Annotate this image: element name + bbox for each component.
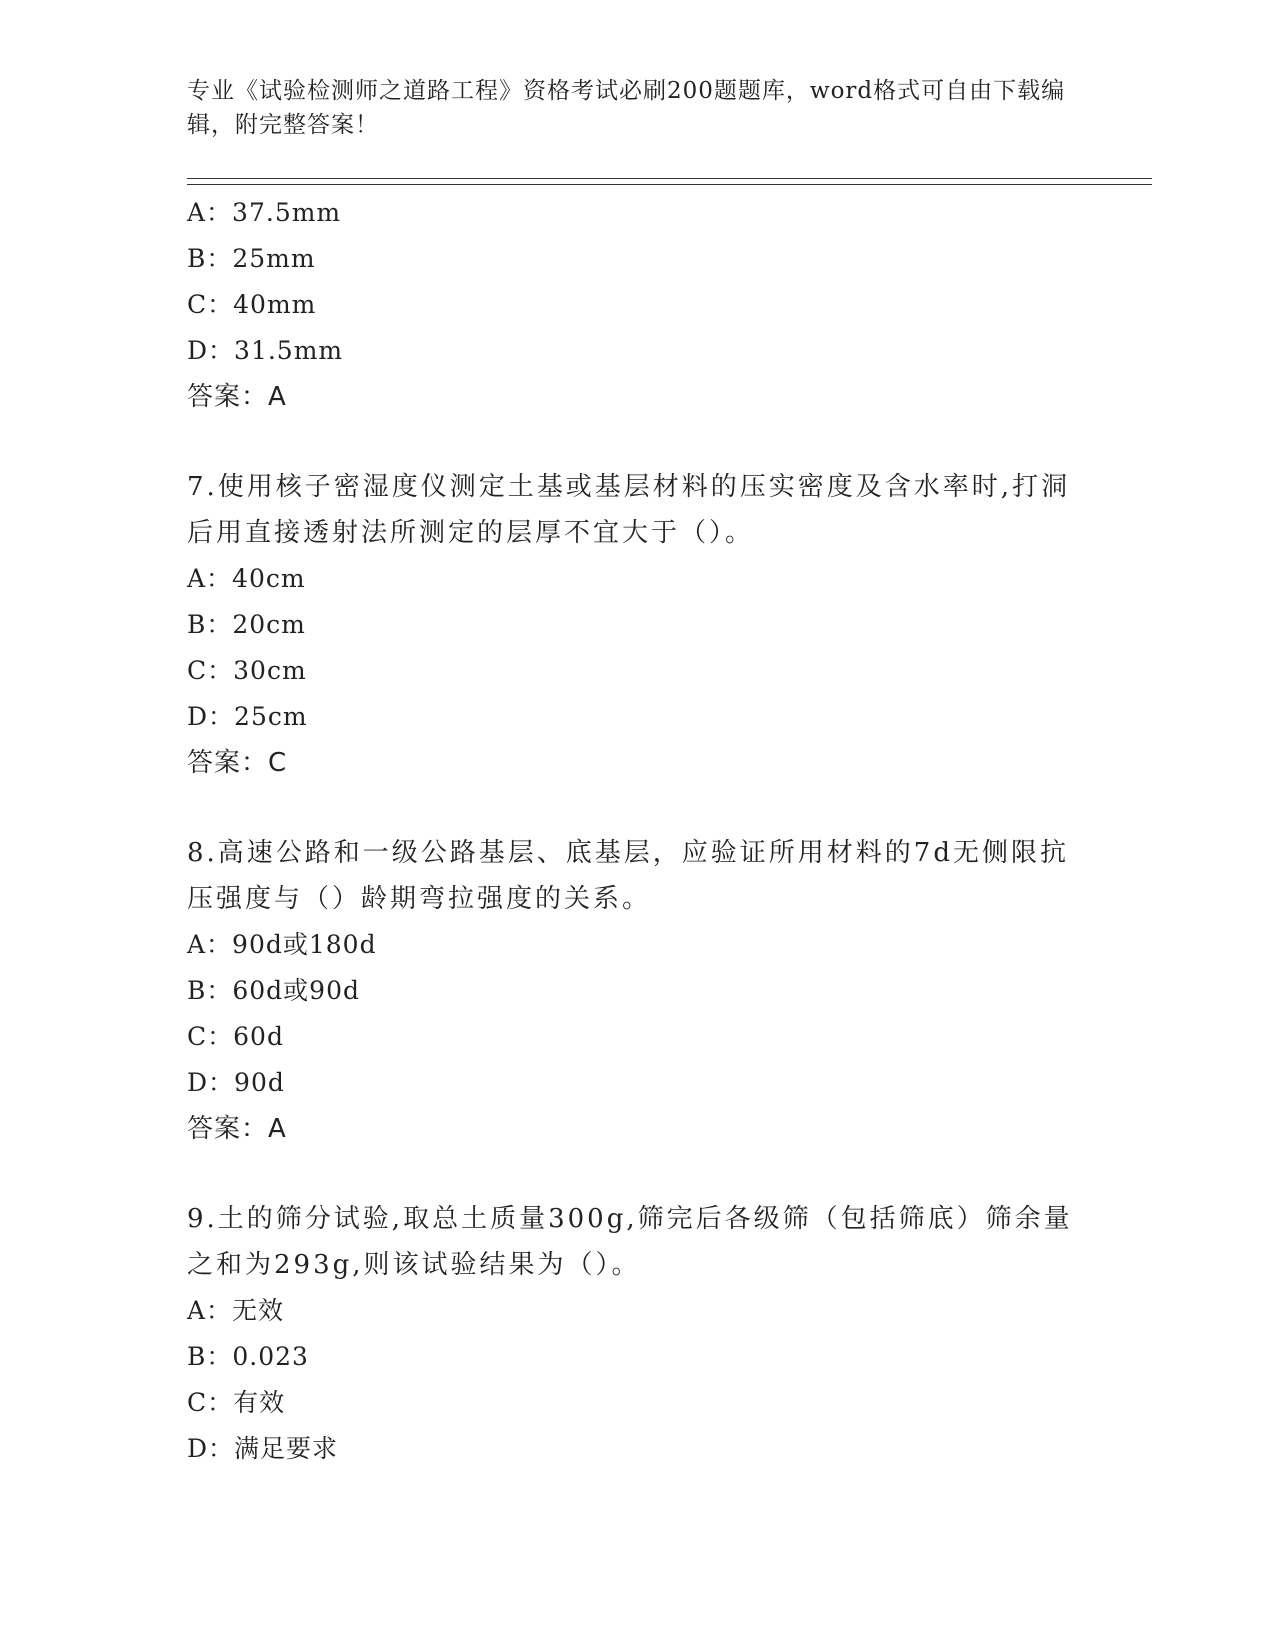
question-8 — [187, 830, 1087, 1152]
question-stem: 9.土的筛分试验,取总土质量300g,筛完后各级筛（包括筛底）筛余量之和为293g,则该试验结果为（）。 — [187, 1204, 1073, 1280]
question-fragment — [187, 190, 1087, 420]
option-d: D：满足要求 — [187, 1434, 339, 1463]
option-a: A：37.5mm — [187, 198, 342, 227]
question-stem: 8.高速公路和一级公路基层、底基层，应验证所用材料的7d无侧限抗压强度与（）龄期弯拉强度的关系。 — [187, 838, 1069, 914]
option-b: B：25mm — [187, 244, 316, 273]
option-c: C：30cm — [187, 656, 307, 685]
header-divider — [187, 178, 1152, 185]
question-9 — [187, 1196, 1087, 1472]
option-c: C：40mm — [187, 290, 317, 319]
option-a: A：40cm — [187, 564, 306, 593]
answer: 答案：A — [187, 1114, 287, 1144]
document-body — [187, 190, 1087, 1472]
option-a: A：90d或180d — [187, 930, 377, 959]
question-stem: 7.使用核子密湿度仪测定土基或基层材料的压实密度及含水率时,打洞后用直接透射法所测定的层厚不宜大于（）。 — [187, 472, 1071, 548]
option-b: B：0.023 — [187, 1342, 309, 1371]
option-c: C：60d — [187, 1022, 284, 1051]
option-d: D：25cm — [187, 702, 308, 731]
document-header: 专业《试验检测师之道路工程》资格考试必刷200题题库，word格式可自由下载编辑，附完整答案！ — [187, 78, 1066, 138]
option-b: B：20cm — [187, 610, 306, 639]
option-a: A：无效 — [187, 1296, 285, 1325]
option-d: D：31.5mm — [187, 336, 344, 365]
option-c: C：有效 — [187, 1388, 286, 1417]
option-b: B：60d或90d — [187, 976, 361, 1005]
answer: 答案：C — [187, 748, 288, 778]
option-d: D：90d — [187, 1068, 285, 1097]
question-7 — [187, 464, 1087, 786]
answer: 答案：A — [187, 382, 287, 412]
